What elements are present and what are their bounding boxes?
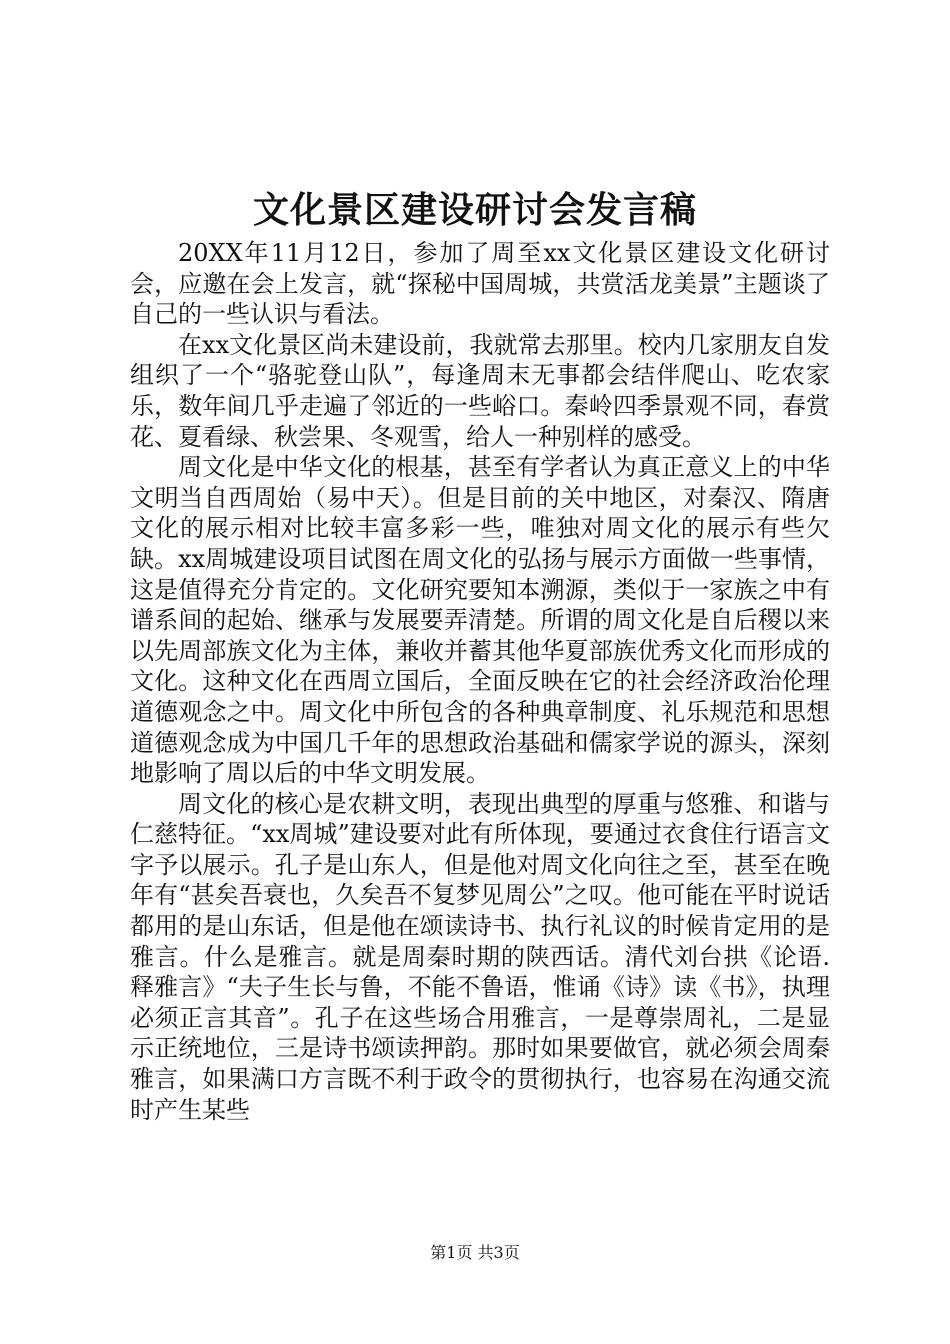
paragraph-2: 在xx文化景区尚未建设前，我就常去那里。校内几家朋友自发组织了一个“骆驼登山队”，每逢周末无事都会结伴爬山、吃农家乐，数年间几乎走遍了邻近的一些峪口。秦岭四季景观不同，春赏花、夏看绿、秋尝果、冬观雪，给人一种别样的感受。 <box>130 330 830 451</box>
paragraph-4: 周文化的核心是农耕文明，表现出典型的厚重与悠雅、和谐与仁慈特征。“xx周城”建设要对此有所体现，要通过衣食住行语言文字予以展示。孔子是山东人，但是他对周文化向往之至，甚至在晚年有“甚矣吾衰也，久矣吾不复梦见周公”之叹。他可能在平时说话都用的是山东话，但是他在颂读诗书、执行礼议的时候肯定用的是雅言。什么是雅言。就是周秦时期的陕西话。清代刘台拱《论语.释雅言》“夫子生长与鲁，不能不鲁语，惟诵《诗》读《书》，执理必须正言其音”。孔子在这些场合用雅言，一是尊崇周礼，二是显示正统地位，三是诗书颂读押韵。那时如果要做官，就必须会周秦雅言，如果满口方言既不利于政令的贯彻执行，也容易在沟通交流时产生某些 <box>130 789 830 1124</box>
paragraph-3: 周文化是中华文化的根基，甚至有学者认为真正意义上的中华文明当自西周始（易中天）。但是目前的关中地区，对秦汉、隋唐文化的展示相对比较丰富多彩一些，唯独对周文化的展示有些欠缺。xx周城建设项目试图在周文化的弘扬与展示方面做一些事情，这是值得充分肯定的。文化研究要知本溯源，类似于一家族之中有谱系间的起始、继承与发展要弄清楚。所谓的周文化是自后稷以来以先周部族文化为主体，兼收并蓄其他华夏部族优秀文化而形成的文化。这种文化在西周立国后，全面反映在它的社会经济政治伦理道德观念之中。周文化中所包含的各种典章制度、礼乐规范和思想道德观念成为中国几千年的思想政治基础和儒家学说的源头，深刻地影响了周以后的中华文明发展。 <box>130 453 830 788</box>
page-number-footer: 第1页 共3页 <box>430 1243 520 1262</box>
paragraph-1: 20XX年11月12日，参加了周至xx文化景区建设文化研讨会，应邀在会上发言，就“探秘中国周城，共赏活龙美景”主题谈了自己的一些认识与看法。 <box>130 239 830 329</box>
document-body <box>130 238 830 1125</box>
document-title: 文化景区建设研讨会发言稿 <box>252 189 697 231</box>
